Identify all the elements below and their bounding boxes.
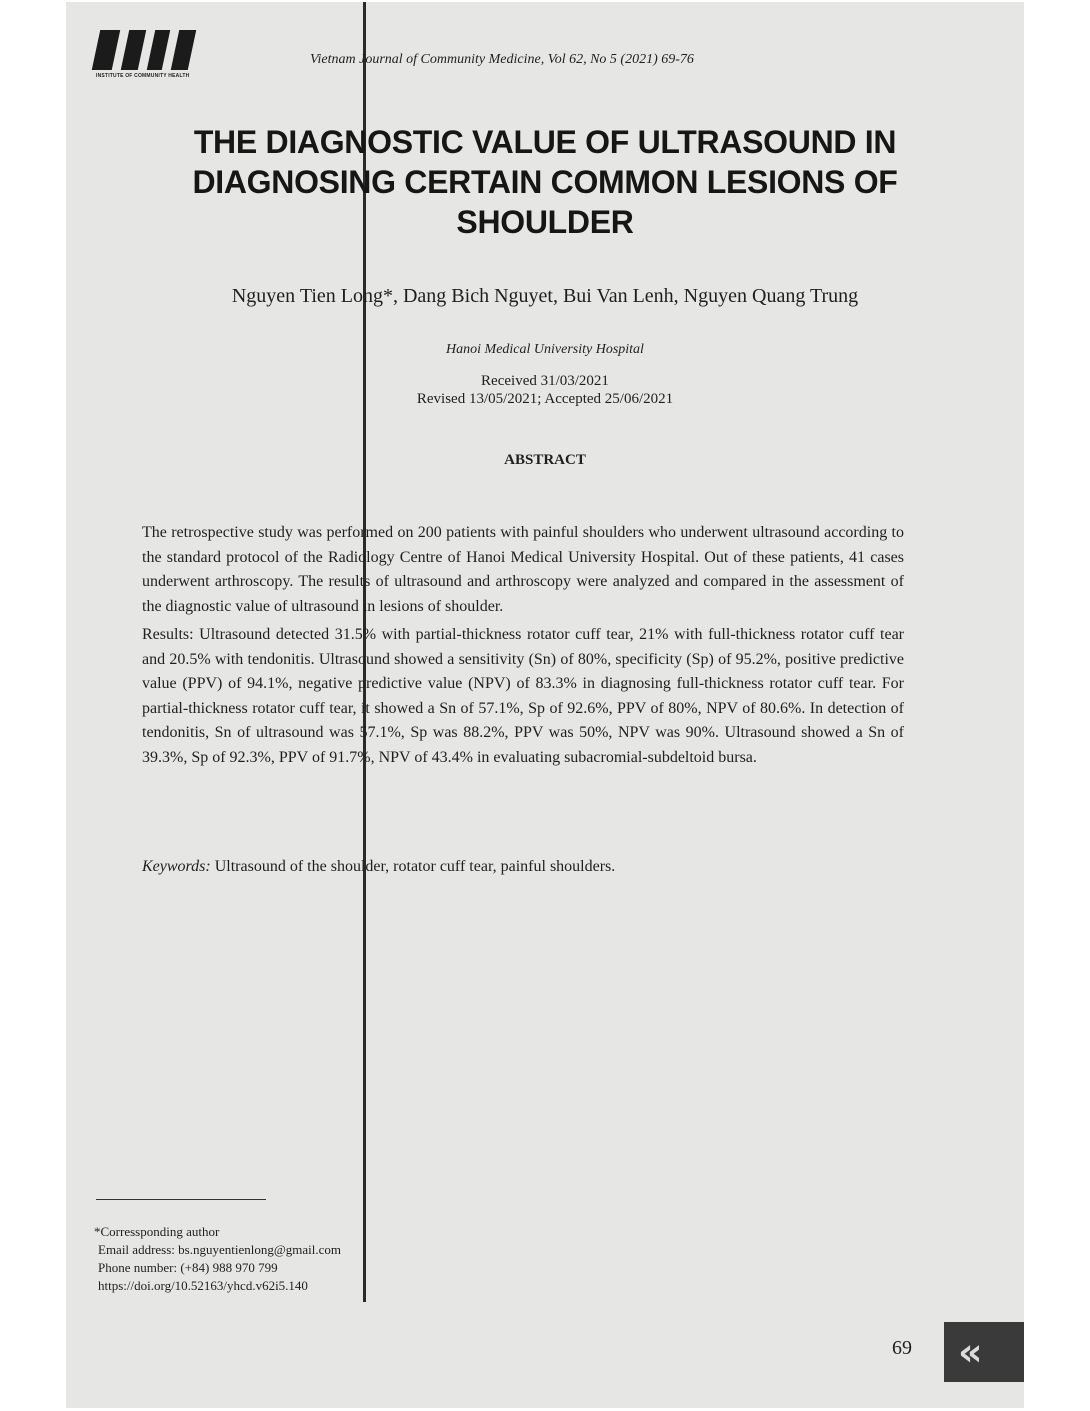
journal-citation: Vietnam Journal of Community Medicine, Vol 62, No 5 (2021) 69-76 — [310, 52, 694, 67]
phone-line: Phone number: (+84) 988 970 799 — [98, 1260, 278, 1275]
author-list: Nguyen Tien Long*, Dang Bich Nguyet, Bui Van Lenh, Nguyen Quang Trung — [231, 285, 859, 307]
page-corner-tab — [944, 1322, 1024, 1382]
keywords-list: Ultrasound of the shoulder, rotator cuff tear, painful shoulders. — [210, 858, 616, 875]
footnote-rule — [96, 1199, 266, 1200]
abstract-heading: ABSTRACT — [504, 452, 586, 468]
keywords-label: Keywords: — [142, 858, 211, 875]
logo-subtitle: INSTITUTE OF COMMUNITY HEALTH — [96, 73, 190, 79]
article-title: THE DIAGNOSTIC VALUE OF ULTRASOUND IN DIAGNOSING CERTAIN COMMON LESIONS OF SHOULDER — [192, 124, 898, 240]
affiliation: Hanoi Medical University Hospital — [446, 342, 644, 357]
journal-logo — [96, 30, 192, 80]
email-line[interactable]: Email address: bs.nguyentienlong@gmail.com — [98, 1242, 342, 1257]
page-number: 69 — [892, 1337, 912, 1359]
double-chevron-left-icon: « — [958, 1330, 983, 1374]
ich-logo-mark — [92, 30, 197, 70]
corresponding-label: *Corressponding author — [94, 1224, 220, 1239]
revised-accepted-date: Revised 13/05/2021; Accepted 25/06/2021 — [416, 391, 674, 407]
corresponding-author-footnote — [94, 1223, 342, 1295]
received-date: Received 31/03/2021 — [481, 373, 609, 389]
abstract-body — [142, 521, 904, 770]
article-dates — [106, 372, 984, 408]
abstract-paragraph-results: Results: Ultrasound detected 31.5% with partial-thickness rotator cuff tear, 21% with full-thickness rotator cuff tear and 20.5% with tendonitis. Ultrasound showed a sensitivity (Sn) of 80%, specificity (Sp) of 95.2%, positive predictive value (PPV) of 94.1%, negative predictive value (NPV) of 83.3% in diagnosing full-thickness rotator cuff tear. For partial-thickness rotator cuff tear, it showed a Sn of 57.1%, Sp of 92.6%, PPV of 80%, NPV of 80.6%. In detection of tendonitis, Sn of ultrasound was 57.1%, Sp was 88.2%, PPV was 50%, NPV was 90%. Ultrasound showed a Sn of 39.3%, Sp of 92.3%, PPV of 91.7%, NPV of 43.4% in evaluating subacromial-subdeltoid bursa. — [142, 626, 904, 766]
abstract-paragraph-methods: The retrospective study was performed on 200 patients with painful shoulders who underwent ultrasound according to the standard protocol of the Radiology Centre of Hanoi Medical University Hospital. Out of these patients, 41 cases underwent arthroscopy. The results of ultrasound and arthroscopy were analyzed and compared in the assessment of the diagnostic value of ultrasound in lesions of shoulder. — [142, 524, 904, 615]
keywords — [142, 858, 904, 876]
doi-link[interactable]: https://doi.org/10.52163/yhcd.v62i5.140 — [98, 1278, 308, 1293]
paper-page — [66, 2, 1024, 1408]
